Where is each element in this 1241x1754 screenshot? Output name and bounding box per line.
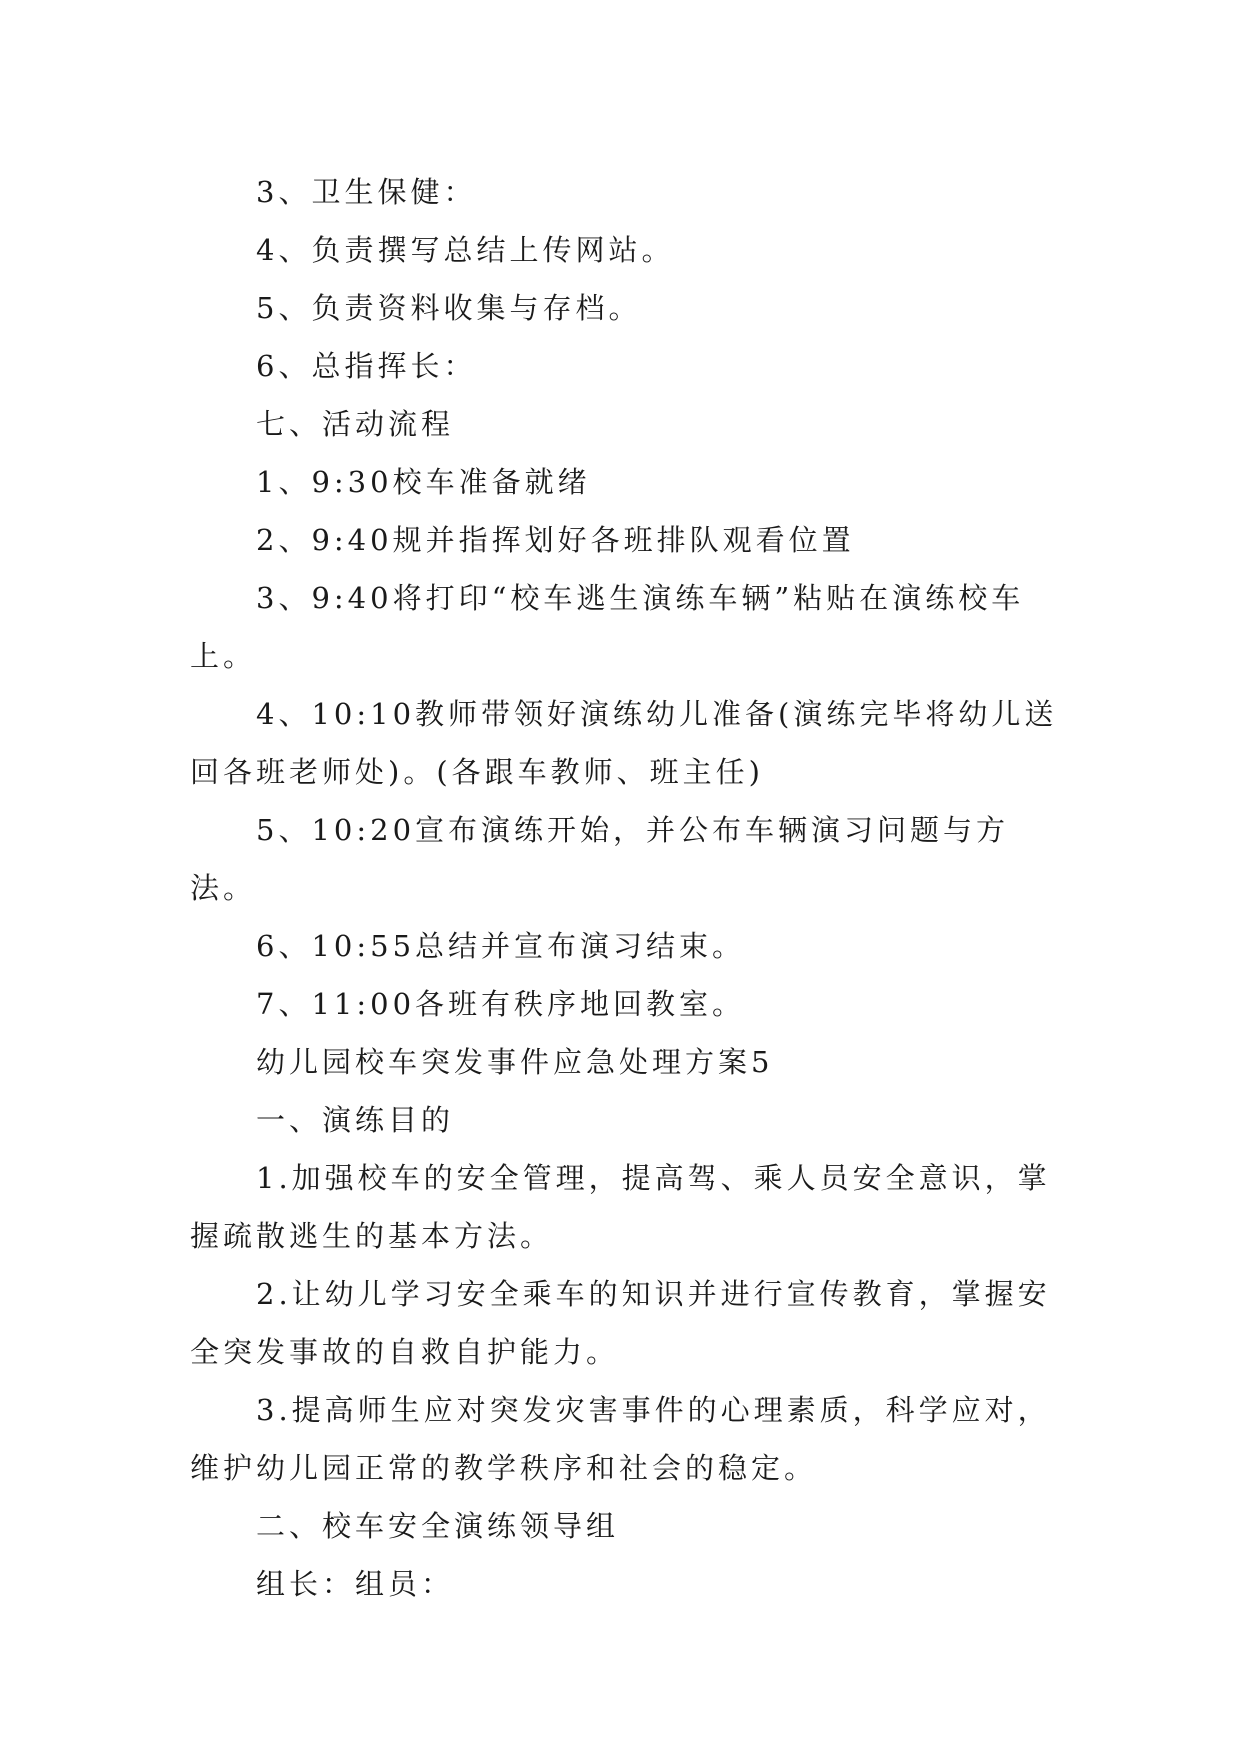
paragraph: 1.加强校车的安全管理，提高驾、乘人员安全意识，掌握疏散逃生的基本方法。	[190, 1161, 1051, 1253]
document-title: 幼儿园校车突发事件应急处理方案5	[256, 1045, 774, 1079]
paragraph: 2.让幼儿学习安全乘车的知识并进行宣传教育，掌握安全突发事故的自救自护能力。	[190, 1277, 1051, 1369]
paragraph: 4、负责撰写总结上传网站。	[256, 233, 675, 267]
paragraph: 4、10:10教师带领好演练幼儿准备(演练完毕将幼儿送回各班老师处)。(各跟车教师、班主任)	[190, 697, 1058, 789]
section-heading: 一、演练目的	[256, 1103, 455, 1137]
paragraph: 5、负责资料收集与存档。	[256, 291, 642, 325]
section-heading: 二、校车安全演练领导组	[256, 1509, 620, 1543]
paragraph: 3、9:40将打印“校车逃生演练车辆”粘贴在演练校车上。	[190, 581, 1025, 673]
paragraph: 3、卫生保健：	[256, 175, 477, 209]
paragraph: 2、9:40规并指挥划好各班排队观看位置	[256, 523, 855, 557]
paragraph: 6、10:55总结并宣布演习结束。	[256, 929, 746, 963]
paragraph: 6、总指挥长：	[256, 349, 477, 383]
paragraph: 5、10:20宣布演练开始，并公布车辆演习问题与方法。	[190, 813, 1010, 905]
section-heading: 七、活动流程	[256, 407, 455, 441]
paragraph: 7、11:00各班有秩序地回教室。	[256, 987, 746, 1021]
paragraph: 组长：组员：	[256, 1567, 455, 1601]
paragraph: 1、9:30校车准备就绪	[256, 465, 591, 499]
document-body	[190, 163, 1070, 1613]
paragraph: 3.提高师生应对突发灾害事件的心理素质，科学应对，维护幼儿园正常的教学秩序和社会的稳定。	[190, 1393, 1051, 1485]
